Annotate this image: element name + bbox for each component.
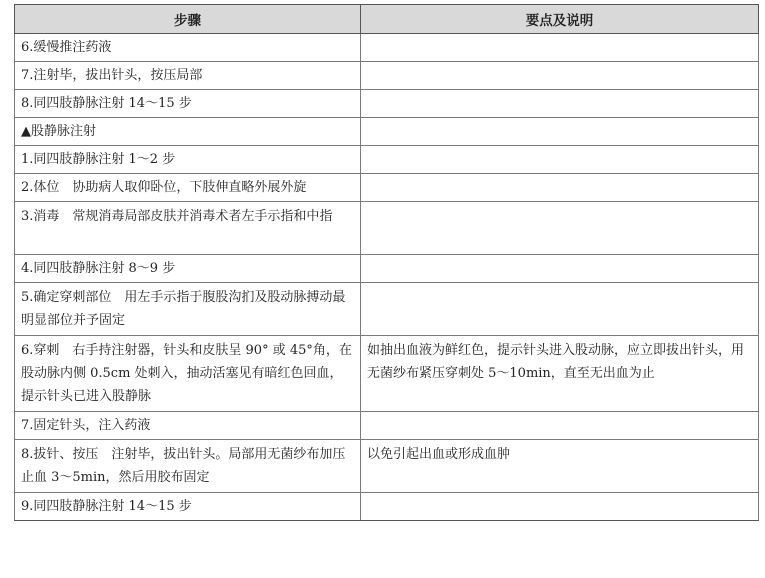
table-row [15, 146, 759, 174]
header-note: 要点及说明 [361, 5, 759, 34]
table-row [15, 202, 759, 255]
procedure-table-wrapper [14, 4, 758, 521]
step-cell: 1.同四肢静脉注射 1～2 步 [15, 146, 361, 174]
note-cell [361, 118, 759, 146]
procedure-table [14, 4, 759, 521]
table-row [15, 336, 759, 412]
step-cell: 8.拔针、按压 注射毕，拔出针头。局部用无菌纱布加压止血 3～5min，然后用胶布固定 [15, 440, 361, 493]
table-row [15, 34, 759, 62]
header-step: 步骤 [15, 5, 361, 34]
step-cell: 6.缓慢推注药液 [15, 34, 361, 62]
step-cell: 6.穿刺 右手持注射器，针头和皮肤呈 90° 或 45°角，在股动脉内侧 0.5cm 处刺入，抽动活塞见有暗红色回血，提示针头已进入股静脉 [15, 336, 361, 412]
note-cell [361, 62, 759, 90]
note-cell [361, 90, 759, 118]
note-cell [361, 202, 759, 255]
table-row [15, 90, 759, 118]
table-row [15, 493, 759, 521]
note-cell [361, 174, 759, 202]
note-cell [361, 146, 759, 174]
step-cell: 7.注射毕，拔出针头，按压局部 [15, 62, 361, 90]
section-heading-cell: ▲股静脉注射 [15, 118, 361, 146]
step-cell: 9.同四肢静脉注射 14～15 步 [15, 493, 361, 521]
note-cell: 以免引起出血或形成血肿 [361, 440, 759, 493]
table-row [15, 412, 759, 440]
step-cell: 3.消毒 常规消毒局部皮肤并消毒术者左手示指和中指 [15, 202, 361, 255]
note-cell [361, 412, 759, 440]
note-cell: 如抽出血液为鲜红色，提示针头进入股动脉，应立即拔出针头，用无菌纱布紧压穿刺处 5～10min，直至无出血为止 [361, 336, 759, 412]
table-row [15, 118, 759, 146]
note-cell [361, 283, 759, 336]
table-header-row [15, 5, 759, 34]
note-cell [361, 493, 759, 521]
table-row [15, 440, 759, 493]
table-row [15, 255, 759, 283]
step-cell: 7.固定针头，注入药液 [15, 412, 361, 440]
step-cell: 4.同四肢静脉注射 8～9 步 [15, 255, 361, 283]
note-cell [361, 255, 759, 283]
table-row [15, 283, 759, 336]
note-cell [361, 34, 759, 62]
table-row [15, 62, 759, 90]
step-cell: 8.同四肢静脉注射 14～15 步 [15, 90, 361, 118]
step-cell: 5.确定穿刺部位 用左手示指于腹股沟扪及股动脉搏动最明显部位并予固定 [15, 283, 361, 336]
table-row [15, 174, 759, 202]
step-cell: 2.体位 协助病人取仰卧位，下肢伸直略外展外旋 [15, 174, 361, 202]
